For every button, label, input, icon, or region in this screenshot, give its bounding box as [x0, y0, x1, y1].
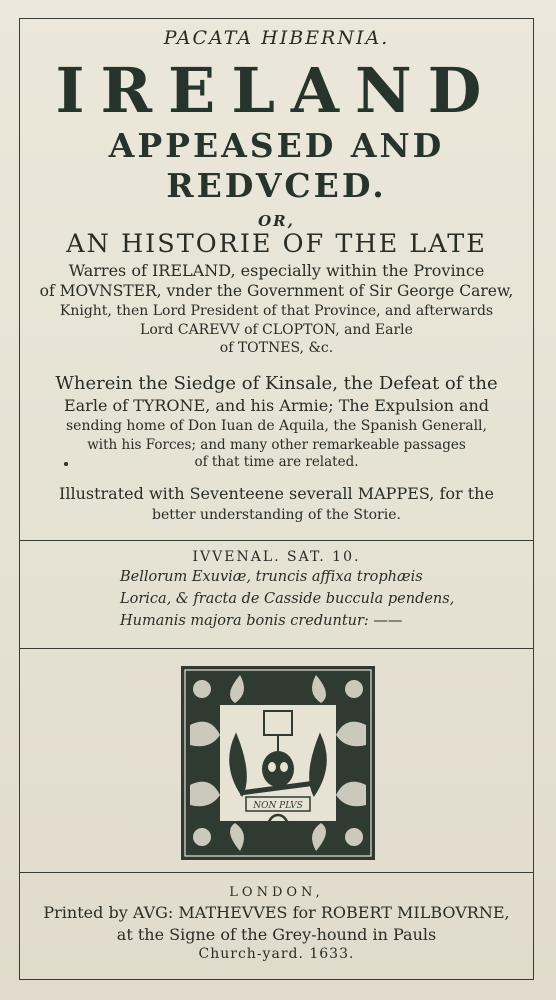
title-line-appeased: APPEASED AND	[108, 126, 445, 165]
imprint-address: at the Signe of the Grey-hound in Pauls	[116, 925, 437, 944]
divider-rule	[19, 540, 534, 541]
wherein-line: Wherein the Siedge of Kinsale, the Defeat of the	[55, 373, 498, 394]
title-or: OR,	[258, 212, 295, 230]
latin-quote-line: Bellorum Exuviæ, truncis affixa trophæis	[120, 569, 423, 585]
imprint-date: Church-yard. 1633.	[198, 946, 355, 962]
imprint-city: LONDON,	[229, 885, 324, 900]
printers-device-skull-emblem	[180, 665, 376, 861]
divider-rule	[19, 872, 534, 873]
title-line-reduced: REDVCED.	[166, 166, 387, 205]
description-line: of MOVNSTER, vnder the Government of Sir George Carew,	[39, 282, 514, 300]
latin-quote-line: Humanis majora bonis creduntur: ——	[120, 613, 403, 629]
wherein-line: with his Forces; and many other remarkeable passages	[87, 437, 466, 453]
main-title: IRELAND	[55, 54, 498, 127]
illustrated-line: Illustrated with Seventeene severall MAPPES, for the	[59, 484, 494, 503]
title-historie: AN HISTORIE OF THE LATE	[66, 229, 487, 259]
description-line: Knight, then Lord President of that Province, and afterwards	[59, 303, 494, 319]
emblem-motto: NON PLVS	[253, 801, 303, 811]
illustrated-line: better understanding of the Storie.	[152, 507, 401, 523]
description-line: of TOTNES, &c.	[219, 340, 334, 356]
imprint-printer: Printed by AVG: MATHEVVES for ROBERT MILBOVRNE,	[43, 903, 510, 922]
ink-dot	[64, 462, 68, 466]
divider-rule	[19, 648, 534, 649]
latin-quote-line: Lorica, & fracta de Casside buccula pendens,	[120, 591, 455, 607]
description-line: Warres of IRELAND, especially within the Province	[68, 261, 485, 280]
wherein-line: Earle of TYRONE, and his Armie; The Expulsion and	[63, 396, 490, 415]
wherein-line: of that time are related.	[194, 454, 359, 470]
wherein-line: sending home of Don Iuan de Aquila, the Spanish Generall,	[66, 418, 487, 434]
quote-attribution: IVVENAL. SAT. 10.	[192, 549, 361, 565]
description-line: Lord CAREVV of CLOPTON, and Earle	[140, 322, 413, 338]
subtitle-pacata: PACATA HIBERNIA.	[163, 27, 390, 49]
